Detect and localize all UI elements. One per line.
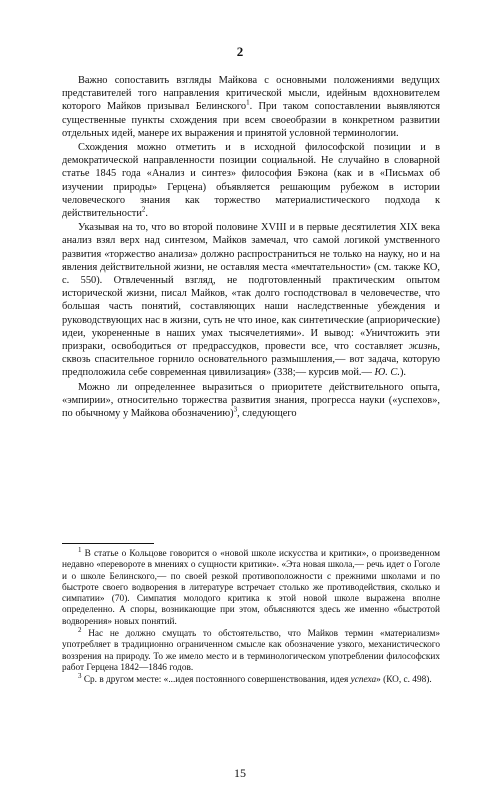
paragraph-2: [62, 141, 440, 220]
paragraph-3-text-a: Указывая на то, что во второй половине XVIII и в первые десятилетия XIX века анализ взял верх над синтезом, Майков замечал, что самой логикой умственного развития «торжество анализа» должно распространиться не только на науку, но и на явления действительной жизни, не оставляя места «мечтательности» (см. также КО, с. 550). Отвлеченный взгляд, не подготовленный практическим опытом исторической жизни, писал Майков, «так долго господствовал в человечестве, что большая часть понятий, составляющих наши наследственные убеждения и руководствующих нас в жизни, суть не что иное, как синтетические (априорические) идеи, укорененные в наших умах тысячелетиями». И вывод: «Уничтожить эти призраки, освободиться от предрассудков, провести все, что составляет: [62, 222, 440, 353]
paragraph-1-text: Важно сопоставить взгляды Майкова с основными положениями ведущих представителей того направления критической мысли, идейным вдохновителем которого Майков призывал Белинского: [62, 75, 440, 113]
footnote-3-text-b: » (КО, с. 498).: [376, 675, 432, 686]
paragraph-2-text: Схождения можно отметить и в исходной философской позиции и в демократической направленности позиции социальной. Не случайно в словарной статье 1845 года «Анализ и синтез» философия Бэкона (как и в «Письмах об изучении природы» Герцена) объявляется решающим рубежом в истории человеческого знания как торжество материалистического подхода к действительности: [62, 142, 440, 220]
paragraph-4-text: Можно ли определеннее выразиться о приоритете действительного опыта, «эмпирии», относительно торжества развития знания, прогресса науки («успехов», по обычному у Майкова обозначению): [62, 381, 440, 420]
footnote-1: [62, 545, 441, 628]
paragraph-4-tail: , следующего: [237, 408, 297, 420]
footnote-1-mark: 1: [78, 545, 82, 554]
footnote-3: [62, 672, 440, 686]
page-marker: 2: [236, 44, 244, 59]
footnote-3-mark: 3: [78, 672, 82, 681]
footnote-3-text-a: Ср. в другом месте: «...идея постоянного совершенствования, идея: [83, 675, 351, 686]
footnote-ref-3: 3: [233, 405, 238, 414]
footnote-2-text: Нас не должно смущать то обстоятельство, что Майков термин «материализм» употребляет в традиционно ограниченном смысле как обозначение узкого, механистического воззрения на природу. То же имело место и в терминологическом употреблении философских работ Герцена 1842—1846 годов.: [62, 629, 440, 673]
paragraph-3: [62, 221, 440, 379]
footnote-separator: [62, 543, 154, 544]
footnote-ref-2: 2: [141, 205, 146, 214]
paragraph-3-italic: жизнь,: [408, 341, 440, 353]
paragraph-3-text-b: сквозь спасительное горнило основательного размышления,— вот задача, которую предположила себе современная цивилизация» (338;— курсив мой.—: [62, 354, 440, 379]
paragraph-3-signature: Ю. С.: [374, 367, 400, 379]
footnotes: [62, 545, 441, 688]
footnote-3-italic: успеха: [350, 675, 377, 686]
footnote-2: [62, 625, 440, 674]
footnote-ref-1: 1: [246, 98, 250, 107]
paragraph-3-end: ).: [399, 367, 406, 379]
paragraph-4: [62, 381, 440, 421]
paragraph-1-tail: . При таком сопоставлении выявляются существенные пункты схождения при всем своеобразии в конкретном развитии отдельных идей, манере их выражения и принятой условной терминологии.: [62, 101, 440, 139]
page-number: 15: [234, 766, 246, 780]
paragraph-1: [62, 74, 440, 140]
main-text: [62, 74, 440, 421]
footnote-1-text: В статье о Кольцове говорится о «новой школе искусства и критики», о произведенном недавно «перевороте в мнениях о сущности критики». «Эта новая школа,— речь идет о Гоголе и о школе Белинского,— по своей резкой противоположности с прежними школами и по быстроте своего водворения в литературе встречает столько же противодействия, сколько и симпатии» (70). Симпатия молодого критика к этой новой школе выражена вполне определенно. А споры, возникающие при этом, объясняются здесь же именно «быстротой водворения» новых понятий.: [62, 549, 441, 627]
paragraph-2-tail: .: [145, 208, 148, 220]
footnote-2-mark: 2: [78, 625, 82, 634]
